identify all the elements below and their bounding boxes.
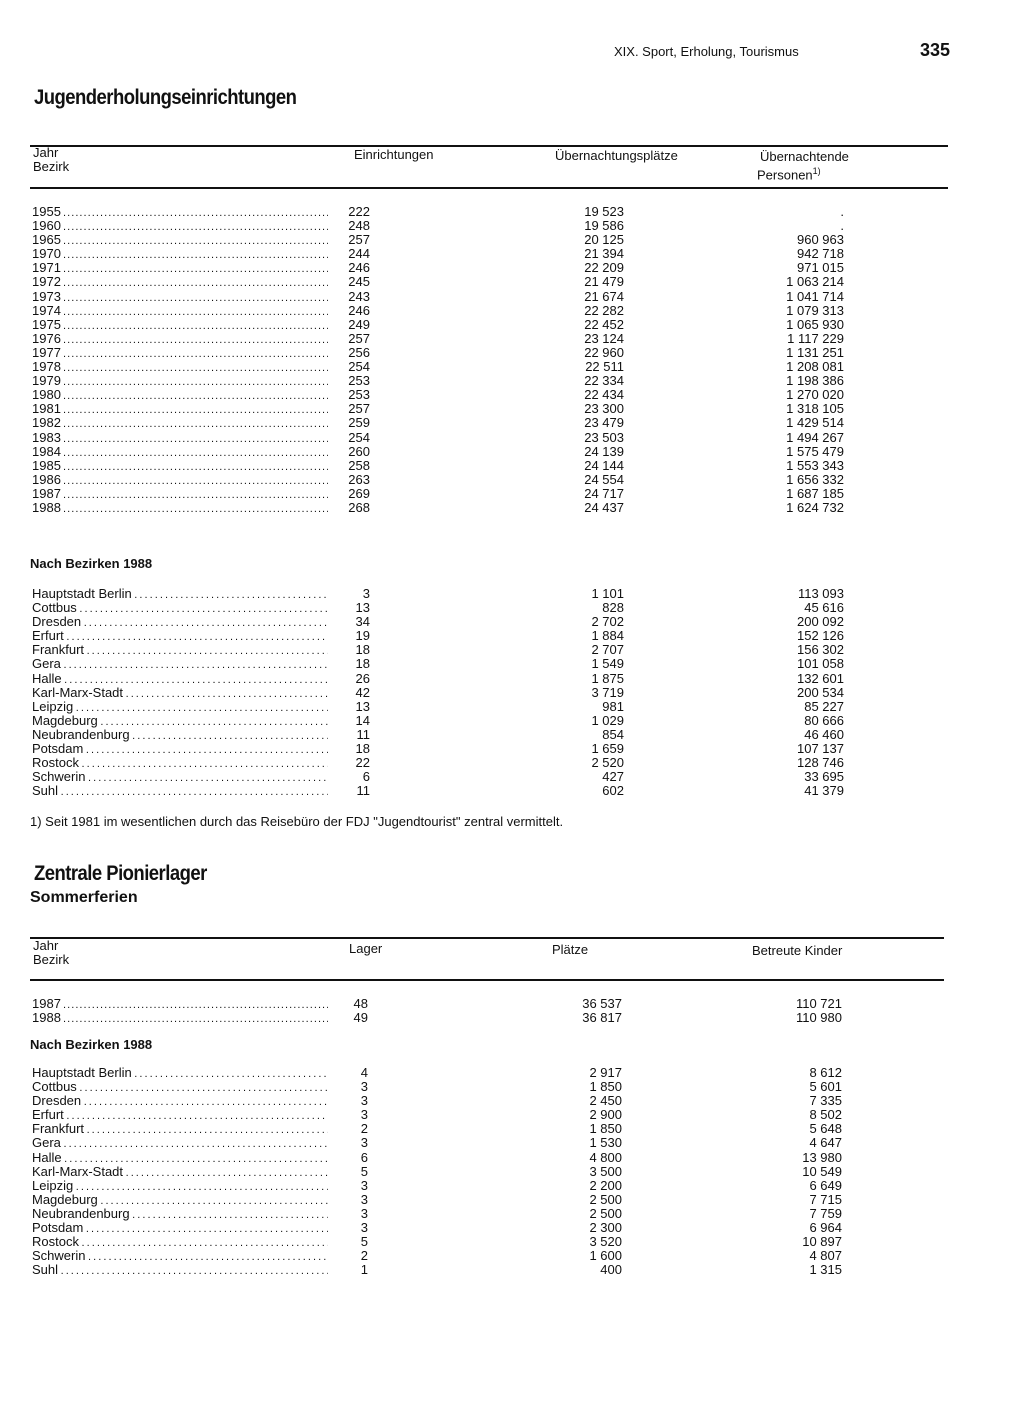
cell-col2: 23 503 (584, 429, 624, 445)
cell-col3: 110 721 (795, 996, 842, 1011)
table-row (32, 698, 844, 714)
cell-col2: 2 200 (589, 1177, 622, 1193)
table1-bezirke-body (32, 586, 844, 799)
cell-col3: 1 063 214 (786, 274, 844, 290)
cell-col3: 5 601 (809, 1079, 842, 1095)
cell-col1: 254 (348, 359, 370, 375)
row-label: 1987 . . . (32, 487, 328, 502)
cell-col2: 22 960 (584, 344, 624, 360)
cell-col1: 248 (348, 218, 370, 234)
cell-col3: 1 270 020 (786, 387, 844, 403)
cell-col3: 128 746 (797, 755, 844, 771)
cell-col1: 259 (348, 415, 370, 431)
cell-col1: 243 (348, 288, 370, 304)
cell-col3: 45 616 (804, 600, 844, 616)
table-row (32, 755, 844, 771)
cell-col1: 1 (360, 1262, 368, 1278)
cell-col3: 41 379 (804, 783, 844, 799)
row-label: 1984 . . . (32, 445, 328, 460)
row-label: Rostock . . . (32, 1235, 328, 1250)
table-row (32, 302, 844, 318)
cell-col2: 2 702 (591, 614, 624, 630)
cell-col1: 222 (348, 204, 370, 219)
row-label: 1972 . . . (32, 275, 328, 290)
cell-col1: 11 (356, 783, 370, 799)
row-label: Schwerin . . . (32, 1249, 328, 1264)
cell-col1: 244 (348, 246, 370, 262)
table1-years-body (32, 204, 844, 515)
cell-col3: 942 718 (797, 246, 844, 262)
cell-col2: 2 500 (589, 1205, 622, 1221)
row-label: Hauptstadt Berlin . . . (32, 587, 328, 602)
cell-col3: 113 093 (797, 586, 844, 601)
cell-col3: 1 117 229 (787, 330, 844, 346)
row-label: 1976 . . . (32, 332, 328, 347)
cell-col2: 4 800 (589, 1149, 622, 1165)
cell-col2: 1 850 (589, 1079, 622, 1095)
cell-col2: 1 549 (591, 656, 624, 672)
table-row (32, 642, 844, 658)
cell-col3: 33 695 (804, 769, 844, 785)
cell-col3: 152 126 (797, 628, 844, 644)
cell-col1: 11 (356, 726, 370, 742)
cell-col3: 6 649 (809, 1177, 842, 1193)
cell-col2: 2 500 (589, 1191, 622, 1207)
row-label: 1975 . . . (32, 318, 328, 333)
cell-col1: 6 (360, 1149, 368, 1165)
cell-col1: 3 (360, 1093, 368, 1109)
cell-col2: 23 124 (584, 330, 624, 346)
cell-col1: 5 (360, 1234, 368, 1250)
table2-header-lager: Lager (349, 941, 383, 956)
row-label: Hauptstadt Berlin . . . (32, 1066, 328, 1081)
row-label: Halle . . . (32, 672, 328, 687)
row-label: 1973 . . . (32, 290, 328, 305)
row-label: 1977 . . . (32, 346, 328, 361)
cell-col1: 42 (355, 684, 370, 700)
row-label: Gera . . . (32, 1136, 328, 1151)
cell-col3: 8 612 (809, 1065, 842, 1080)
table-row (32, 1262, 842, 1278)
cell-col3: 1 429 514 (786, 415, 844, 431)
cell-col2: 24 717 (584, 485, 624, 501)
cell-col1: 22 (355, 755, 370, 771)
table-row (32, 1010, 842, 1026)
table-row (32, 359, 844, 375)
cell-col2: 3 719 (591, 684, 624, 700)
table-row (32, 712, 844, 728)
cell-col1: 26 (355, 670, 370, 686)
cell-col2: 2 917 (589, 1065, 622, 1080)
cell-col1: 48 (353, 996, 368, 1011)
cell-col3: 1 198 386 (786, 373, 844, 389)
table-row (32, 1205, 842, 1221)
table2-title: Zentrale Pionierlager (34, 862, 207, 885)
cell-col3: 10 549 (802, 1163, 842, 1179)
cell-col3: 1 131 251 (786, 344, 844, 360)
cell-col1: 3 (360, 1135, 368, 1151)
row-label: Erfurt . . . (32, 629, 328, 644)
table2-header-rule (30, 979, 944, 981)
table-row (32, 1234, 842, 1250)
cell-col1: 268 (348, 499, 370, 515)
row-label: Magdeburg . . . (32, 714, 328, 729)
cell-col1: 5 (360, 1163, 368, 1179)
row-label: Neubrandenburg . . . (32, 728, 328, 743)
row-label: Schwerin . . . (32, 770, 328, 785)
table1-title: Jugenderholungseinrichtungen (34, 86, 297, 109)
cell-col3: 1 318 105 (786, 401, 844, 417)
cell-col3: 971 015 (797, 260, 844, 276)
table1-header-plaetze: Übernachtungsplätze (555, 148, 678, 163)
table-row (32, 401, 844, 417)
table1-header-jahr: Jahr (33, 145, 59, 160)
cell-col3: 46 460 (804, 726, 844, 742)
cell-col1: 49 (353, 1010, 368, 1026)
cell-col2: 2 520 (591, 755, 624, 771)
table2-header-jahr: Jahr (33, 938, 59, 953)
cell-col3: 132 601 (797, 670, 844, 686)
table-row (32, 204, 844, 219)
table1-header-einrichtungen: Einrichtungen (354, 147, 434, 162)
row-label: Potsdam . . . (32, 742, 328, 757)
row-label: Magdeburg . . . (32, 1193, 328, 1208)
row-label: 1988 . . . (32, 1011, 328, 1026)
cell-col2: 36 817 (582, 1010, 622, 1026)
cell-col1: 14 (355, 712, 370, 728)
cell-col1: 263 (348, 471, 370, 487)
cell-col2: 1 875 (591, 670, 624, 686)
cell-col2: 36 537 (582, 996, 622, 1011)
footnote-marker: 1) (812, 166, 821, 176)
table-row (32, 600, 844, 616)
cell-col3: 13 980 (802, 1149, 842, 1165)
cell-col2: 854 (602, 726, 624, 742)
row-label: 1988 . . . (32, 501, 328, 516)
cell-col2: 21 479 (584, 274, 624, 290)
table-row (32, 684, 844, 700)
cell-col2: 1 600 (589, 1248, 622, 1264)
table2-header-bezirk: Bezirk (33, 952, 70, 967)
table-row (32, 670, 844, 686)
table2-years-body (32, 996, 842, 1026)
row-label: Cottbus . . . (32, 1080, 328, 1095)
table-row (32, 1149, 842, 1165)
cell-col3: 1 624 732 (786, 499, 844, 515)
table2-subtitle: Sommerferien (30, 889, 138, 906)
table-row (32, 471, 844, 487)
cell-col2: 1 530 (589, 1135, 622, 1151)
table-row (32, 628, 844, 644)
row-label: 1974 . . . (32, 304, 328, 319)
row-label: 1983 . . . (32, 431, 328, 446)
cell-col1: 246 (348, 302, 370, 318)
cell-col1: 3 (360, 1177, 368, 1193)
cell-col3: 156 302 (797, 642, 844, 658)
row-label: 1985 . . . (32, 459, 328, 474)
cell-col1: 256 (348, 344, 370, 360)
cell-col2: 24 437 (584, 499, 624, 515)
cell-col1: 13 (355, 600, 370, 616)
table-row (32, 1163, 842, 1179)
cell-col2: 23 300 (584, 401, 624, 417)
row-label: Karl-Marx-Stadt . . . (32, 686, 328, 701)
cell-col3: 7 715 (809, 1191, 842, 1207)
table-row (32, 1107, 842, 1123)
cell-col2: 828 (602, 600, 624, 616)
cell-col2: 21 394 (584, 246, 624, 262)
table2-header-plaetze: Plätze (552, 942, 589, 957)
cell-col3: 1 575 479 (786, 443, 844, 459)
cell-col3: 5 648 (809, 1121, 842, 1137)
table-row (32, 457, 844, 473)
cell-col1: 257 (348, 401, 370, 417)
cell-col1: 3 (360, 1205, 368, 1221)
cell-col2: 427 (602, 769, 624, 785)
cell-col3: 960 963 (797, 232, 844, 248)
cell-col2: 1 101 (591, 586, 624, 601)
table-row (32, 373, 844, 389)
row-label: 1982 . . . (32, 416, 328, 431)
cell-col3: 1 494 267 (786, 429, 844, 445)
cell-col2: 24 144 (584, 457, 624, 473)
table-row (32, 316, 844, 332)
cell-col1: 3 (362, 586, 370, 601)
cell-col1: 246 (348, 260, 370, 276)
cell-col2: 2 707 (591, 642, 624, 658)
row-label: 1971 . . . (32, 261, 328, 276)
table-row (32, 232, 844, 248)
cell-col2: 22 511 (585, 359, 624, 375)
cell-col1: 13 (355, 698, 370, 714)
cell-col3: 10 897 (802, 1234, 842, 1250)
row-label: 1979 . . . (32, 374, 328, 389)
cell-col1: 257 (348, 232, 370, 248)
table2-header-kinder: Betreute Kinder (752, 943, 843, 958)
cell-col2: 21 674 (584, 288, 624, 304)
cell-col3: 1 079 313 (786, 302, 844, 318)
cell-col1: 3 (360, 1079, 368, 1095)
cell-col1: 6 (362, 769, 370, 785)
cell-col1: 260 (348, 443, 370, 459)
table-row (32, 769, 844, 785)
table1-footnote: 1) Seit 1981 im wesentlichen durch das Reisebüro der FDJ "Jugendtourist" zentral vermittelt. (30, 814, 564, 829)
cell-col1: 249 (348, 316, 370, 332)
cell-col2: 22 282 (584, 302, 624, 318)
cell-col1: 3 (360, 1191, 368, 1207)
cell-col2: 22 452 (584, 316, 624, 332)
cell-col2: 2 900 (589, 1107, 622, 1123)
cell-col1: 269 (348, 485, 370, 501)
running-header: XIX. Sport, Erholung, Tourismus (614, 44, 799, 59)
table-row (32, 288, 844, 304)
table-row (32, 586, 844, 601)
cell-col2: 19 523 (584, 204, 624, 219)
page-number: 335 (920, 40, 951, 60)
cell-col3: 1 656 332 (786, 471, 844, 487)
row-label: Cottbus . . . (32, 601, 328, 616)
cell-col3: 4 807 (809, 1248, 842, 1264)
row-label: 1987 . . . (32, 997, 328, 1012)
cell-col2: 3 520 (589, 1234, 622, 1250)
table-row (32, 996, 842, 1011)
cell-col3: 200 534 (797, 684, 844, 700)
cell-col2: 1 659 (591, 741, 624, 757)
table1-header-personen (757, 164, 821, 182)
cell-col1: 2 (360, 1248, 368, 1264)
cell-col2: 22 334 (584, 373, 624, 389)
row-label: 1960 . . . (32, 219, 328, 234)
row-label: 1980 . . . (32, 388, 328, 403)
cell-col1: 3 (360, 1220, 368, 1236)
cell-col3: 4 647 (809, 1135, 842, 1151)
cell-col1: 2 (360, 1121, 368, 1137)
cell-col3: 107 137 (797, 741, 844, 757)
row-label: Karl-Marx-Stadt . . . (32, 1165, 328, 1180)
cell-col3: 1 208 081 (786, 359, 844, 375)
cell-col2: 19 586 (584, 218, 624, 234)
cell-col1: 253 (348, 373, 370, 389)
cell-col2: 22 209 (584, 260, 624, 276)
cell-col1: 257 (348, 330, 370, 346)
cell-col3: . (840, 218, 844, 234)
row-label: 1955 . . . (32, 205, 328, 220)
table-row (32, 218, 844, 234)
cell-col2: 1 884 (591, 628, 624, 644)
cell-col3: 101 058 (797, 656, 844, 672)
table-row (32, 1248, 842, 1264)
row-label: Leipzig . . . (32, 1179, 328, 1194)
table-row (32, 274, 844, 290)
cell-col2: 1 029 (591, 712, 624, 728)
cell-col3: 7 759 (809, 1205, 842, 1221)
table-row (32, 1135, 842, 1151)
cell-col3: 1 065 930 (786, 316, 844, 332)
cell-col1: 3 (360, 1107, 368, 1123)
table1-header-rule (30, 187, 948, 189)
table2-top-rule (30, 937, 944, 939)
table-row (32, 741, 844, 757)
cell-col1: 253 (348, 387, 370, 403)
table-row (32, 246, 844, 262)
cell-col3: 8 502 (809, 1107, 842, 1123)
cell-col1: 245 (348, 274, 370, 290)
table-row (32, 330, 844, 346)
cell-col1: 18 (355, 656, 370, 672)
row-label: Gera . . . (32, 657, 328, 672)
row-label: Suhl . . . (32, 1263, 328, 1278)
table-row (32, 1079, 842, 1095)
row-label: Dresden . . . (32, 615, 328, 630)
cell-col3: 1 315 (809, 1262, 842, 1278)
table-row (32, 614, 844, 630)
cell-col2: 24 554 (584, 471, 624, 487)
cell-col1: 4 (360, 1065, 368, 1080)
cell-col1: 34 (355, 614, 370, 630)
cell-col2: 602 (602, 783, 624, 799)
cell-col3: 110 980 (795, 1010, 842, 1026)
table-row (32, 1121, 842, 1137)
row-label: Leipzig . . . (32, 700, 328, 715)
table-row (32, 783, 844, 799)
cell-col2: 400 (600, 1262, 622, 1278)
table-row (32, 415, 844, 431)
table-row (32, 344, 844, 360)
row-label: Neubrandenburg . . . (32, 1207, 328, 1222)
table-row (32, 726, 844, 742)
cell-col2: 22 434 (584, 387, 624, 403)
table1-header-bezirk: Bezirk (33, 159, 70, 174)
row-label: 1986 . . . (32, 473, 328, 488)
row-label: Halle . . . (32, 1151, 328, 1166)
table-row (32, 443, 844, 459)
cell-col1: 19 (355, 628, 370, 644)
cell-col2: 2 300 (589, 1220, 622, 1236)
row-label: Erfurt . . . (32, 1108, 328, 1123)
table-row (32, 1177, 842, 1193)
table-row (32, 387, 844, 403)
row-label: 1981 . . . (32, 402, 328, 417)
cell-col3: 80 666 (804, 712, 844, 728)
table2-bezirke-body (32, 1065, 842, 1278)
cell-col3: 200 092 (797, 614, 844, 630)
row-label: Rostock . . . (32, 756, 328, 771)
cell-col2: 981 (602, 698, 624, 714)
cell-col3: 85 227 (804, 698, 844, 714)
table2-bezirke-title: Nach Bezirken 1988 (30, 1037, 153, 1052)
cell-col1: 254 (348, 429, 370, 445)
table-row (32, 1191, 842, 1207)
table-row (32, 485, 844, 501)
table1-header-personen-line2: Personen (757, 167, 813, 183)
table-row (32, 1065, 842, 1080)
table1-header-personen-line1: Übernachtende (760, 149, 849, 164)
row-label: Dresden . . . (32, 1094, 328, 1109)
row-label: Potsdam . . . (32, 1221, 328, 1236)
table-row (32, 1220, 842, 1236)
table-row (32, 260, 844, 276)
table-row (32, 656, 844, 672)
table1-top-rule (30, 145, 948, 147)
row-label: Suhl . . . (32, 784, 328, 799)
cell-col2: 23 479 (584, 415, 624, 431)
cell-col1: 18 (355, 741, 370, 757)
cell-col1: 258 (348, 457, 370, 473)
cell-col1: 18 (355, 642, 370, 658)
cell-col2: 1 850 (589, 1121, 622, 1137)
row-label: 1970 . . . (32, 247, 328, 262)
cell-col2: 20 125 (584, 232, 624, 248)
cell-col3: 1 553 343 (786, 457, 844, 473)
row-label: 1978 . . . (32, 360, 328, 375)
cell-col3: 7 335 (809, 1093, 842, 1109)
row-label: Frankfurt . . . (32, 1122, 328, 1137)
cell-col2: 24 139 (584, 443, 624, 459)
table-row (32, 1093, 842, 1109)
cell-col3: 1 687 185 (786, 485, 844, 501)
row-label: Frankfurt . . . (32, 643, 328, 658)
row-label: 1965 . . . (32, 233, 328, 248)
cell-col3: 6 964 (809, 1220, 842, 1236)
cell-col3: . (840, 204, 844, 219)
table-row (32, 499, 844, 515)
cell-col2: 2 450 (589, 1093, 622, 1109)
cell-col2: 3 500 (589, 1163, 622, 1179)
table1-bezirke-title: Nach Bezirken 1988 (30, 556, 153, 571)
table-row (32, 429, 844, 445)
cell-col3: 1 041 714 (786, 288, 844, 304)
